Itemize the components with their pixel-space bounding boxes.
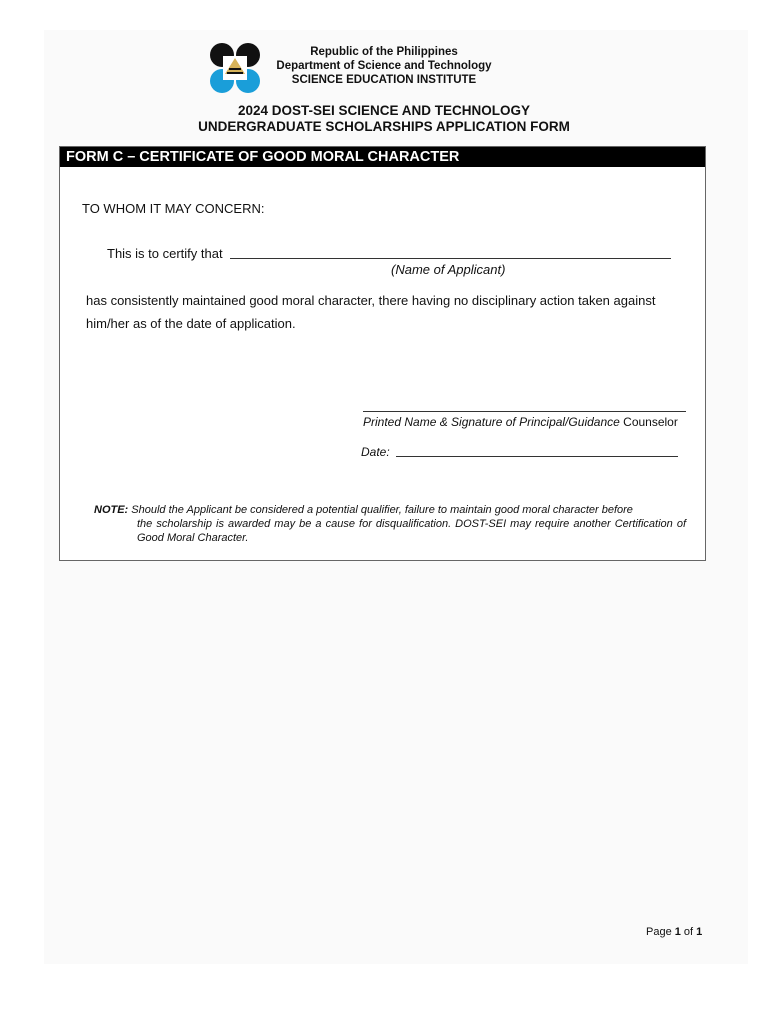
org-line-republic: Republic of the Philippines [310,46,458,58]
signature-field[interactable] [363,411,686,412]
name-caption: (Name of Applicant) [391,262,506,277]
note-label: NOTE: [94,504,129,516]
page-prefix: Page [646,926,675,938]
applicant-name-field[interactable] [230,258,671,259]
organization-block [266,45,502,87]
body-line-2: him/her as of the date of application. [86,316,296,331]
page-current: 1 [674,926,681,938]
date-field[interactable] [396,456,678,457]
form-title [0,103,768,135]
note-block [94,503,686,545]
certificate-form [59,146,706,561]
body-line-1: has consistently maintained good moral character, there having no disciplinary action taken against [86,293,656,308]
form-heading: FORM C – CERTIFICATE OF GOOD MORAL CHARACTER [60,147,705,167]
signature-caption-italic: Printed Name & Signature of Principal/Guidance [363,415,620,429]
certify-prefix: This is to certify that [107,246,223,261]
page-number [646,926,702,938]
org-line-dost: Department of Science and Technology [276,60,492,72]
signature-caption [363,415,678,429]
org-line-sei: SCIENCE EDUCATION INSTITUTE [291,74,477,86]
title-line-2: UNDERGRADUATE SCHOLARSHIPS APPLICATION FORM [198,119,570,134]
title-line-1: 2024 DOST-SEI SCIENCE AND TECHNOLOGY [237,103,531,118]
note-first-line: Should the Applicant be considered a potential qualifier, failure to maintain good moral character before [128,504,633,516]
page-total: 1 [696,926,703,938]
date-label: Date: [361,445,390,459]
page-sep: of [680,926,697,938]
signature-caption-plain: Counselor [619,415,678,429]
note-rest: the scholarship is awarded may be a cause for disqualification. DOST-SEI may require another Certification of Good Moral Character. [137,518,686,544]
salutation: TO WHOM IT MAY CONCERN: [82,201,265,216]
dost-logo-icon [209,42,261,94]
